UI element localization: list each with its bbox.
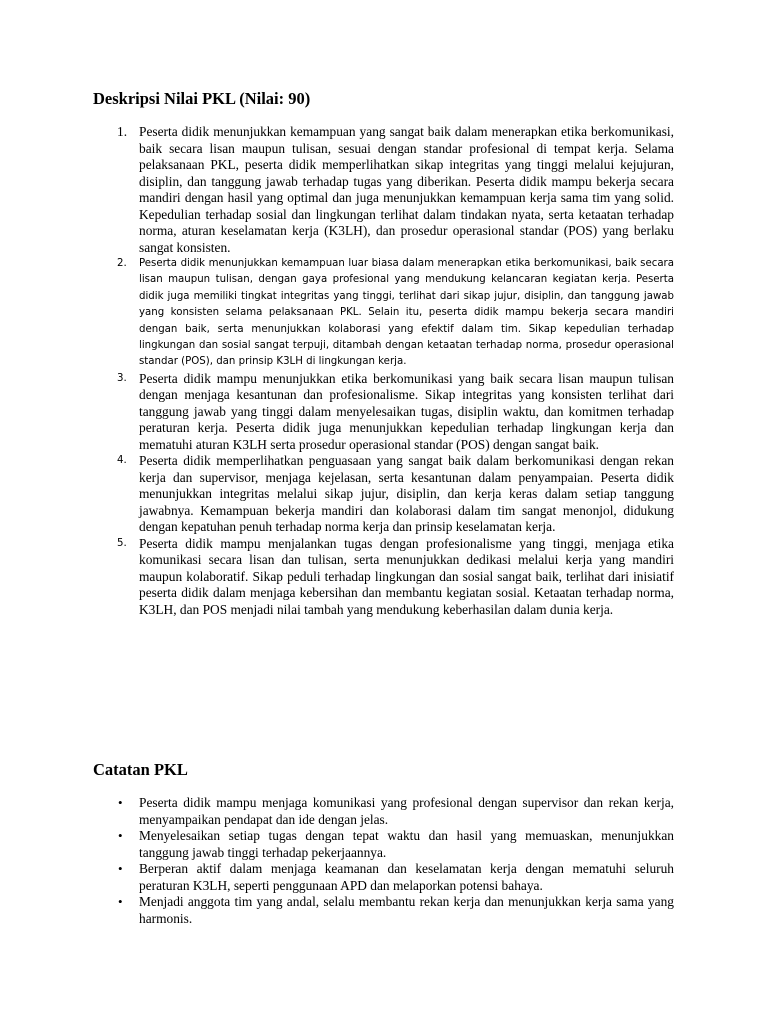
list-item-text: Menyelesaikan setiap tugas dengan tepat waktu dan hasil yang memuaskan, menunjukkan tanggung jawab tinggi terhadap pekerjaannya. (139, 828, 674, 860)
list-item-text: Menjadi anggota tim yang andal, selalu membantu rekan kerja dan menunjukkan kerja sama yang harmonis. (139, 894, 674, 926)
list-item (0, 536, 674, 619)
list-item-text: Berperan aktif dalam menjaga keamanan dan keselamatan kerja dengan mematuhi seluruh peraturan K3LH, seperti penggunaan APD dan melaporkan potensi bahaya. (139, 861, 674, 893)
list-item-text: Peserta didik memperlihatkan penguasaan yang sangat baik dalam berkomunikasi dengan rekan kerja dan supervisor, menjaga kejelasan, serta kesantunan dalam penyampaian. Peserta didik menunjukkan integritas melalui sikap jujur, disiplin, dan kerja keras dalam setiap tanggung jawabnya. Kemampuan bekerja mandiri dan kolaborasi dalam tim sangat menonjol, didukung dengan kepatuhan penuh terhadap norma kerja dan prinsip keselamatan kerja. (139, 453, 674, 535)
bullet-icon: • (118, 795, 123, 810)
list-number: 3. (117, 372, 127, 384)
list-item (0, 894, 674, 927)
list-item (0, 795, 674, 828)
list-number: 4. (117, 455, 127, 467)
catatan-list (0, 795, 674, 927)
list-item (0, 861, 674, 894)
bullet-icon: • (118, 861, 123, 876)
list-number: 1. (117, 124, 128, 139)
section-title-deskripsi-nilai: Deskripsi Nilai PKL (Nilai: 90) (93, 89, 311, 108)
list-item (0, 371, 674, 454)
list-item (0, 256, 674, 371)
list-item (0, 124, 674, 256)
bullet-icon: • (118, 828, 123, 843)
list-item-text: Peserta didik menunjukkan kemampuan luar biasa dalam menerapkan etika berkomunikasi, baik secara lisan maupun tulisan, dengan gaya profesional yang mendukung kelancaran kegiatan kerja. Peserta didik juga memiliki tingkat integritas yang tinggi, terlihat dari sikap jujur, disiplin, dan tanggung jawab yang konsisten selama pelaksanaan PKL. Selain itu, peserta didik mampu bekerja secara mandiri dengan baik, serta menunjukkan kolaborasi yang efektif dalam tim. Sikap kepedulian terhadap lingkungan dan sosial sangat terpuji, ditambah dengan ketaatan terhadap norma, prosedur operasional standar (POS), dan prinsip K3LH di lingkungan kerja. (139, 258, 674, 368)
list-item-text: Peserta didik menunjukkan kemampuan yang sangat baik dalam menerapkan etika berkomunikasi, baik secara lisan maupun tulisan, sesuai dengan standar profesional di tempat kerja. Selama pelaksanaan PKL, peserta didik memperlihatkan sikap integritas yang tinggi melalui kejujuran, disiplin, dan tanggung jawab terhadap tugas yang diberikan. Peserta didik mampu bekerja secara mandiri dengan hasil yang optimal dan juga menunjukkan kemampuan kerja sama tim yang solid. Kepedulian terhadap sosial dan lingkungan terlihat dalam tindakan nyata, serta ketaatan terhadap norma, aturan keselamatan kerja (K3LH), dan prosedur operasional standar (POS) yang berlaku sangat konsisten. (139, 124, 674, 255)
list-item-text: Peserta didik mampu menjalankan tugas dengan profesionalisme yang tinggi, menjaga etika komunikasi secara lisan dan tulisan, serta menunjukkan dedikasi melalui kerja yang mandiri maupun kolaboratif. Sikap peduli terhadap lingkungan dan sosial sangat baik, terlihat dari inisiatif peserta didik dalam menjaga kebersihan dan membantu kegiatan sosial. Ketaatan terhadap norma, K3LH, dan POS menjadi nilai tambah yang mendukung keberhasilan dalam dunia kerja. (139, 535, 674, 617)
list-item (0, 453, 674, 536)
section-title-catatan-pkl: Catatan PKL (93, 760, 188, 779)
bullet-icon: • (118, 894, 123, 909)
list-item-text: Peserta didik mampu menjaga komunikasi yang profesional dengan supervisor dan rekan kerja, menyampaikan pendapat dan ide dengan jelas. (139, 795, 674, 827)
list-number: 2. (117, 258, 127, 269)
deskripsi-list (0, 124, 674, 618)
list-number: 5. (117, 537, 127, 549)
list-item-text: Peserta didik mampu menunjukkan etika berkomunikasi yang baik secara lisan maupun tulisan dengan menjaga kesantunan dan profesionalisme. Sikap integritas yang konsisten terlihat dari tanggung jawab yang tinggi dalam menyelesaikan tugas, disiplin waktu, dan komitmen terhadap peraturan kerja. Peserta didik juga menunjukkan kepedulian terhadap lingkungan kerja dan mematuhi aturan K3LH serta prosedur operasional standar (POS) dengan sangat baik. (139, 370, 674, 452)
list-item (0, 828, 674, 861)
